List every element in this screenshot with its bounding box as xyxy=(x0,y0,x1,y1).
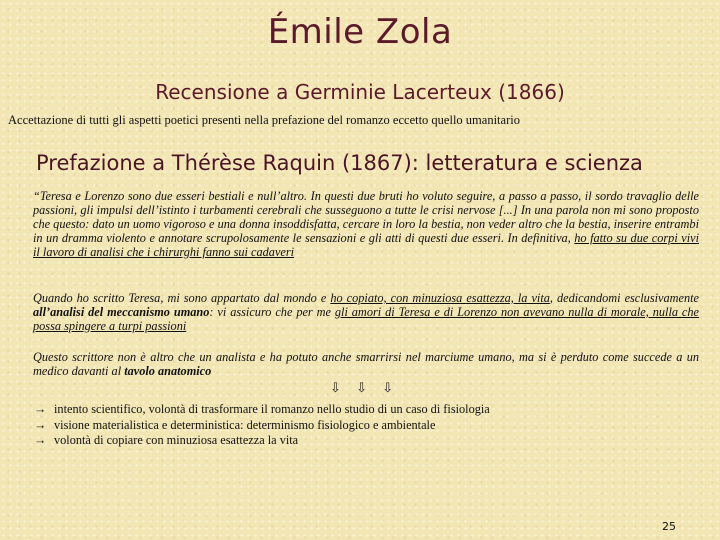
right-arrow-icon: → xyxy=(34,417,47,432)
page-number: 25 xyxy=(662,520,676,533)
subtitle-germinie: Recensione a Germinie Lacerteux (1866) xyxy=(155,80,565,104)
quote-paragraph-2 xyxy=(33,292,699,334)
quote2-underlined-b: gli amori di Teresa e di Lorenzo non avevano nulla di morale, nulla che possa spingere a turpi passioni xyxy=(33,304,700,333)
list-item-text: volontà di copiare con minuziosa esattezza la vita xyxy=(54,433,299,448)
list-item xyxy=(34,433,504,449)
quote-paragraph-1 xyxy=(33,190,699,260)
right-arrow-icon: → xyxy=(34,402,47,416)
list-item-text: visione materialistica e deterministica: determinismo fisiologico e ambientale xyxy=(54,417,436,432)
quote2-bold: all’analisi del meccanismo umano xyxy=(33,304,210,319)
quote2-text-b: , dedicandomi esclusivamente xyxy=(549,291,700,305)
right-arrow-icon: → xyxy=(34,433,47,448)
list-item xyxy=(34,418,504,434)
down-arrows-icon: ⇩ ⇩ ⇩ xyxy=(330,380,400,395)
list-item xyxy=(34,402,504,418)
quote2-text-c: : vi assicuro che per me xyxy=(209,304,335,319)
quote2-text-a: Quando ho scritto Teresa, mi sono appartato dal mondo e xyxy=(33,291,331,305)
quote1-underlined: ho fatto su due corpi vivi il lavoro di analisi che i chirurghi fanno sui cadaveri xyxy=(33,230,699,259)
conclusions-list xyxy=(34,402,504,449)
quote1-text: “Teresa e Lorenzo sono due esseri bestiali e null’altro. In questi due bruti ho voluto seguire, a passo a passo, il sordo travaglio delle passioni, gli impulsi dell’istinto i turbamenti cerebrali che susseguono a tutte le crisi nervose [...] In una parola non mi sono proposto che questo: dato un uomo vigoroso e una donna insoddisfatta, cercare in loro la bestia, non veder altro che la bestia, inserire entrambi in un dramma violento e annotare scrupolosamente le sensazioni e gli atti di questi due esseri. In definitiva, xyxy=(33,189,699,245)
quote2-underlined-a: ho copiato, con minuziosa esattezza, la vita xyxy=(330,291,550,305)
slide-title: Émile Zola xyxy=(267,12,453,52)
list-item-text: intento scientifico, volontà di trasformare il romanzo nello studio di un caso di fisiologia xyxy=(54,402,490,416)
germinie-note: Accettazione di tutti gli aspetti poetici presenti nella prefazione del romanzo eccetto quello umanitario xyxy=(8,113,520,127)
quote3-text: Questo scrittore non è altro che un analista e ha potuto anche smarrirsi nel marciume umano, ma si è perduto come succede a un medico davanti al xyxy=(33,350,699,378)
subtitle-therese: Prefazione a Thérèse Raquin (1867): letteratura e scienza xyxy=(36,151,643,175)
quote-paragraph-3 xyxy=(33,351,699,379)
quote3-bold: tavolo anatomico xyxy=(124,363,212,378)
